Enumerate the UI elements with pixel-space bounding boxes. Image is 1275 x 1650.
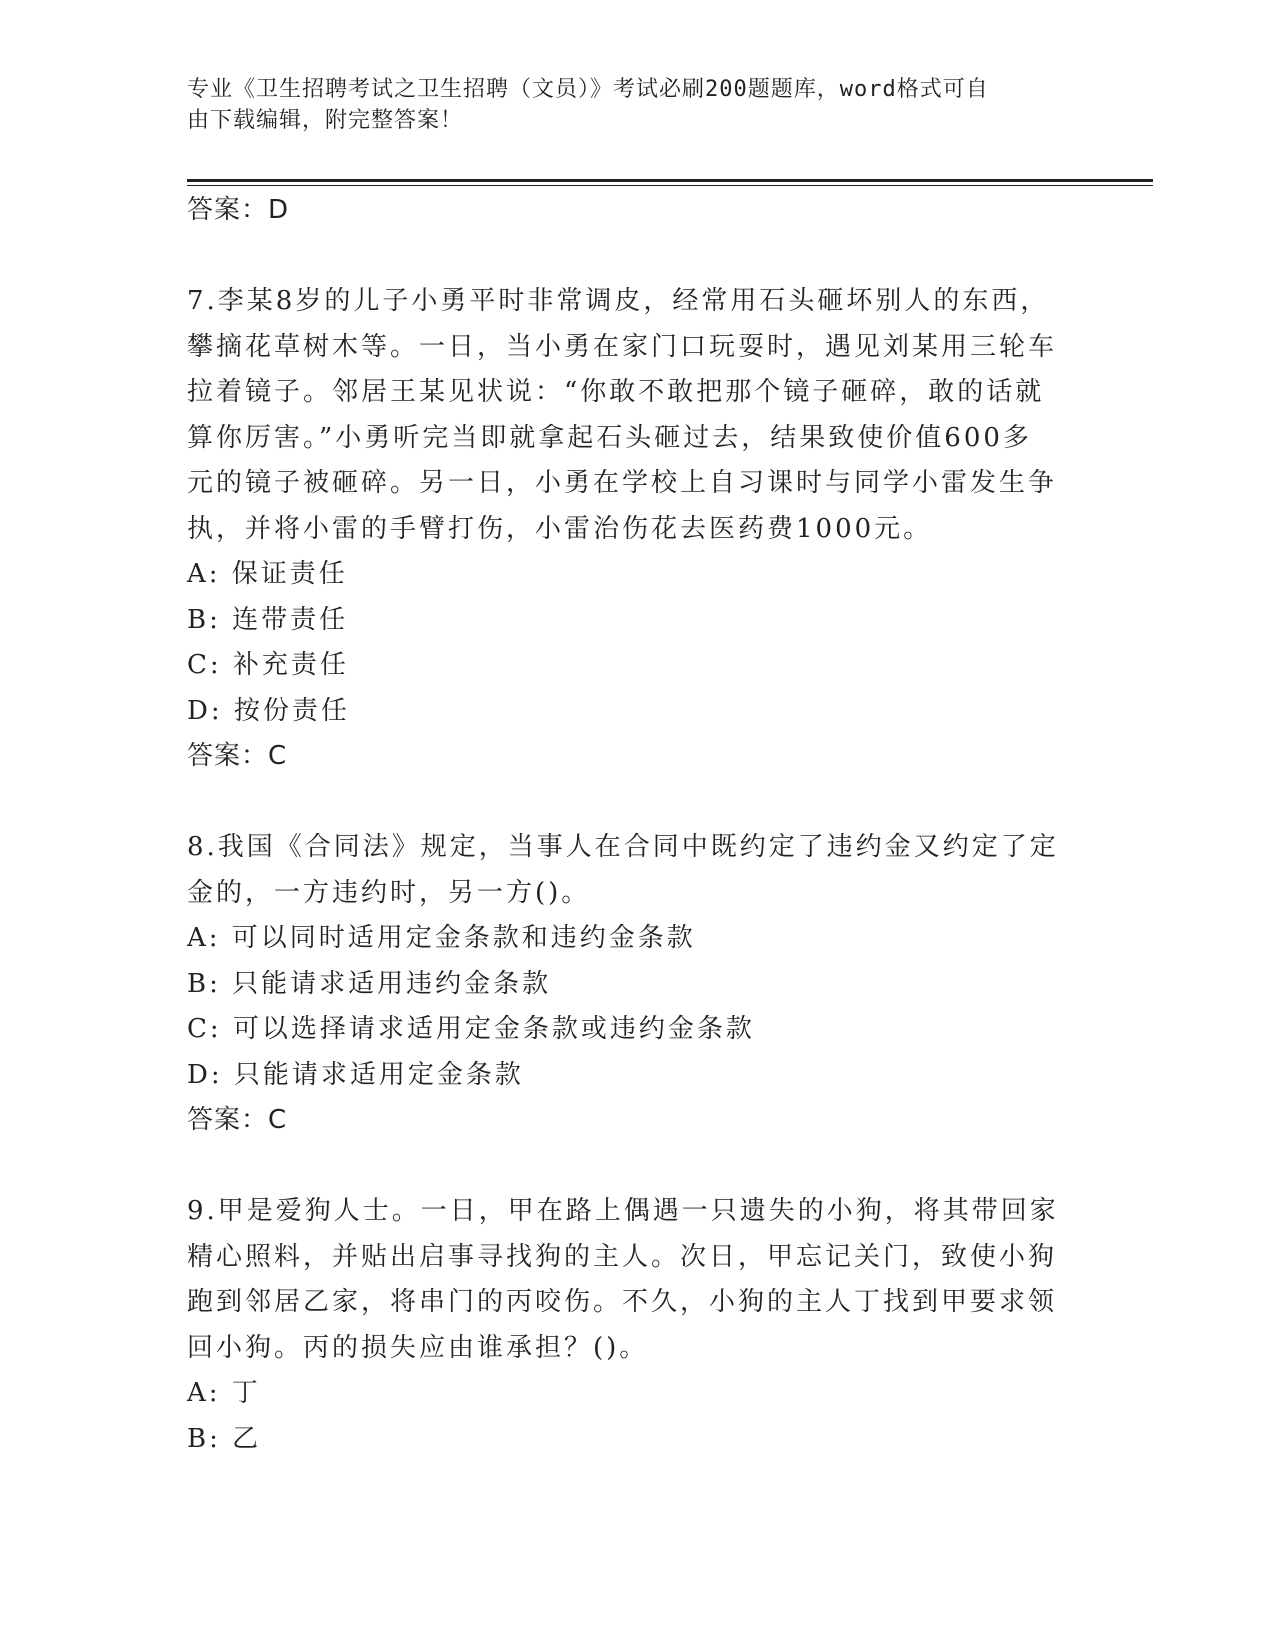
option-c: C: 可以选择请求适用定金条款或违约金条款 [187, 1014, 755, 1044]
header-rule-thin [187, 185, 1153, 186]
document-body [187, 188, 1067, 1462]
question-text-line: 跑到邻居乙家，将串门的丙咬伤。不久，小狗的主人丁找到甲要求领 [187, 1287, 1058, 1317]
question-text-line: 精心照料，并贴出启事寻找狗的主人。次日，甲忘记关门，致使小狗 [187, 1241, 1058, 1272]
question-text-line: 7.李某8岁的儿子小勇平时非常调皮，经常用石头砸坏别人的东西， [187, 286, 1050, 316]
option-a: A: 保证责任 [187, 559, 348, 589]
option-b: B: 只能请求适用违约金条款 [187, 968, 552, 999]
question-text-line: 算你厉害。”小勇听完当即就拿起石头砸过去，结果致使价值600多 [187, 422, 1032, 453]
option-c: C: 补充责任 [187, 650, 349, 680]
previous-answer: 答案：D [187, 195, 290, 225]
answer-line: 答案：C [187, 1105, 288, 1135]
question-text-line: 攀摘花草树木等。一日，当小勇在家门口玩耍时，遇见刘某用三轮车 [187, 331, 1058, 362]
option-b: B: 乙 [187, 1423, 262, 1454]
spacer [187, 234, 1067, 280]
question-text-line: 金的，一方违约时，另一方()。 [187, 877, 591, 908]
header-rule-thick [187, 179, 1153, 182]
option-a: A: 丁 [187, 1378, 261, 1408]
question-text-line: 元的镜子被砸碎。另一日，小勇在学校上自习课时与同学小雷发生争 [187, 468, 1058, 498]
spacer [187, 780, 1067, 826]
answer-line: 答案：C [187, 741, 288, 771]
question-9 [187, 1189, 1067, 1462]
question-text-line: 9.甲是爱狗人士。一日，甲在路上偶遇一只遗失的小狗，将其带回家 [187, 1196, 1059, 1226]
option-d: D: 按份责任 [187, 695, 350, 726]
option-a: A: 可以同时适用定金条款和违约金条款 [187, 923, 696, 953]
option-d: D: 只能请求适用定金条款 [187, 1059, 524, 1090]
question-8 [187, 825, 1067, 1144]
header-line-2: 由下载编辑，附完整答案！ [187, 108, 464, 133]
question-text-line: 拉着镜子。邻居王某见状说：“你敢不敢把那个镜子砸碎，敢的话就 [187, 377, 1045, 407]
header-line-1: 专业《卫生招聘考试之卫生招聘（文员）》考试必刷200题题库，word格式可自 [187, 77, 989, 102]
page-header [187, 74, 1067, 136]
option-b: B: 连带责任 [187, 604, 349, 635]
question-text-line: 回小狗。丙的损失应由谁承担？()。 [187, 1332, 649, 1363]
question-text-line: 8.我国《合同法》规定，当事人在合同中既约定了违约金又约定了定 [187, 832, 1059, 862]
question-text-line: 执，并将小雷的手臂打伤，小雷治伤花去医药费1000元。 [187, 513, 933, 544]
spacer [187, 1144, 1067, 1190]
question-7 [187, 279, 1067, 780]
